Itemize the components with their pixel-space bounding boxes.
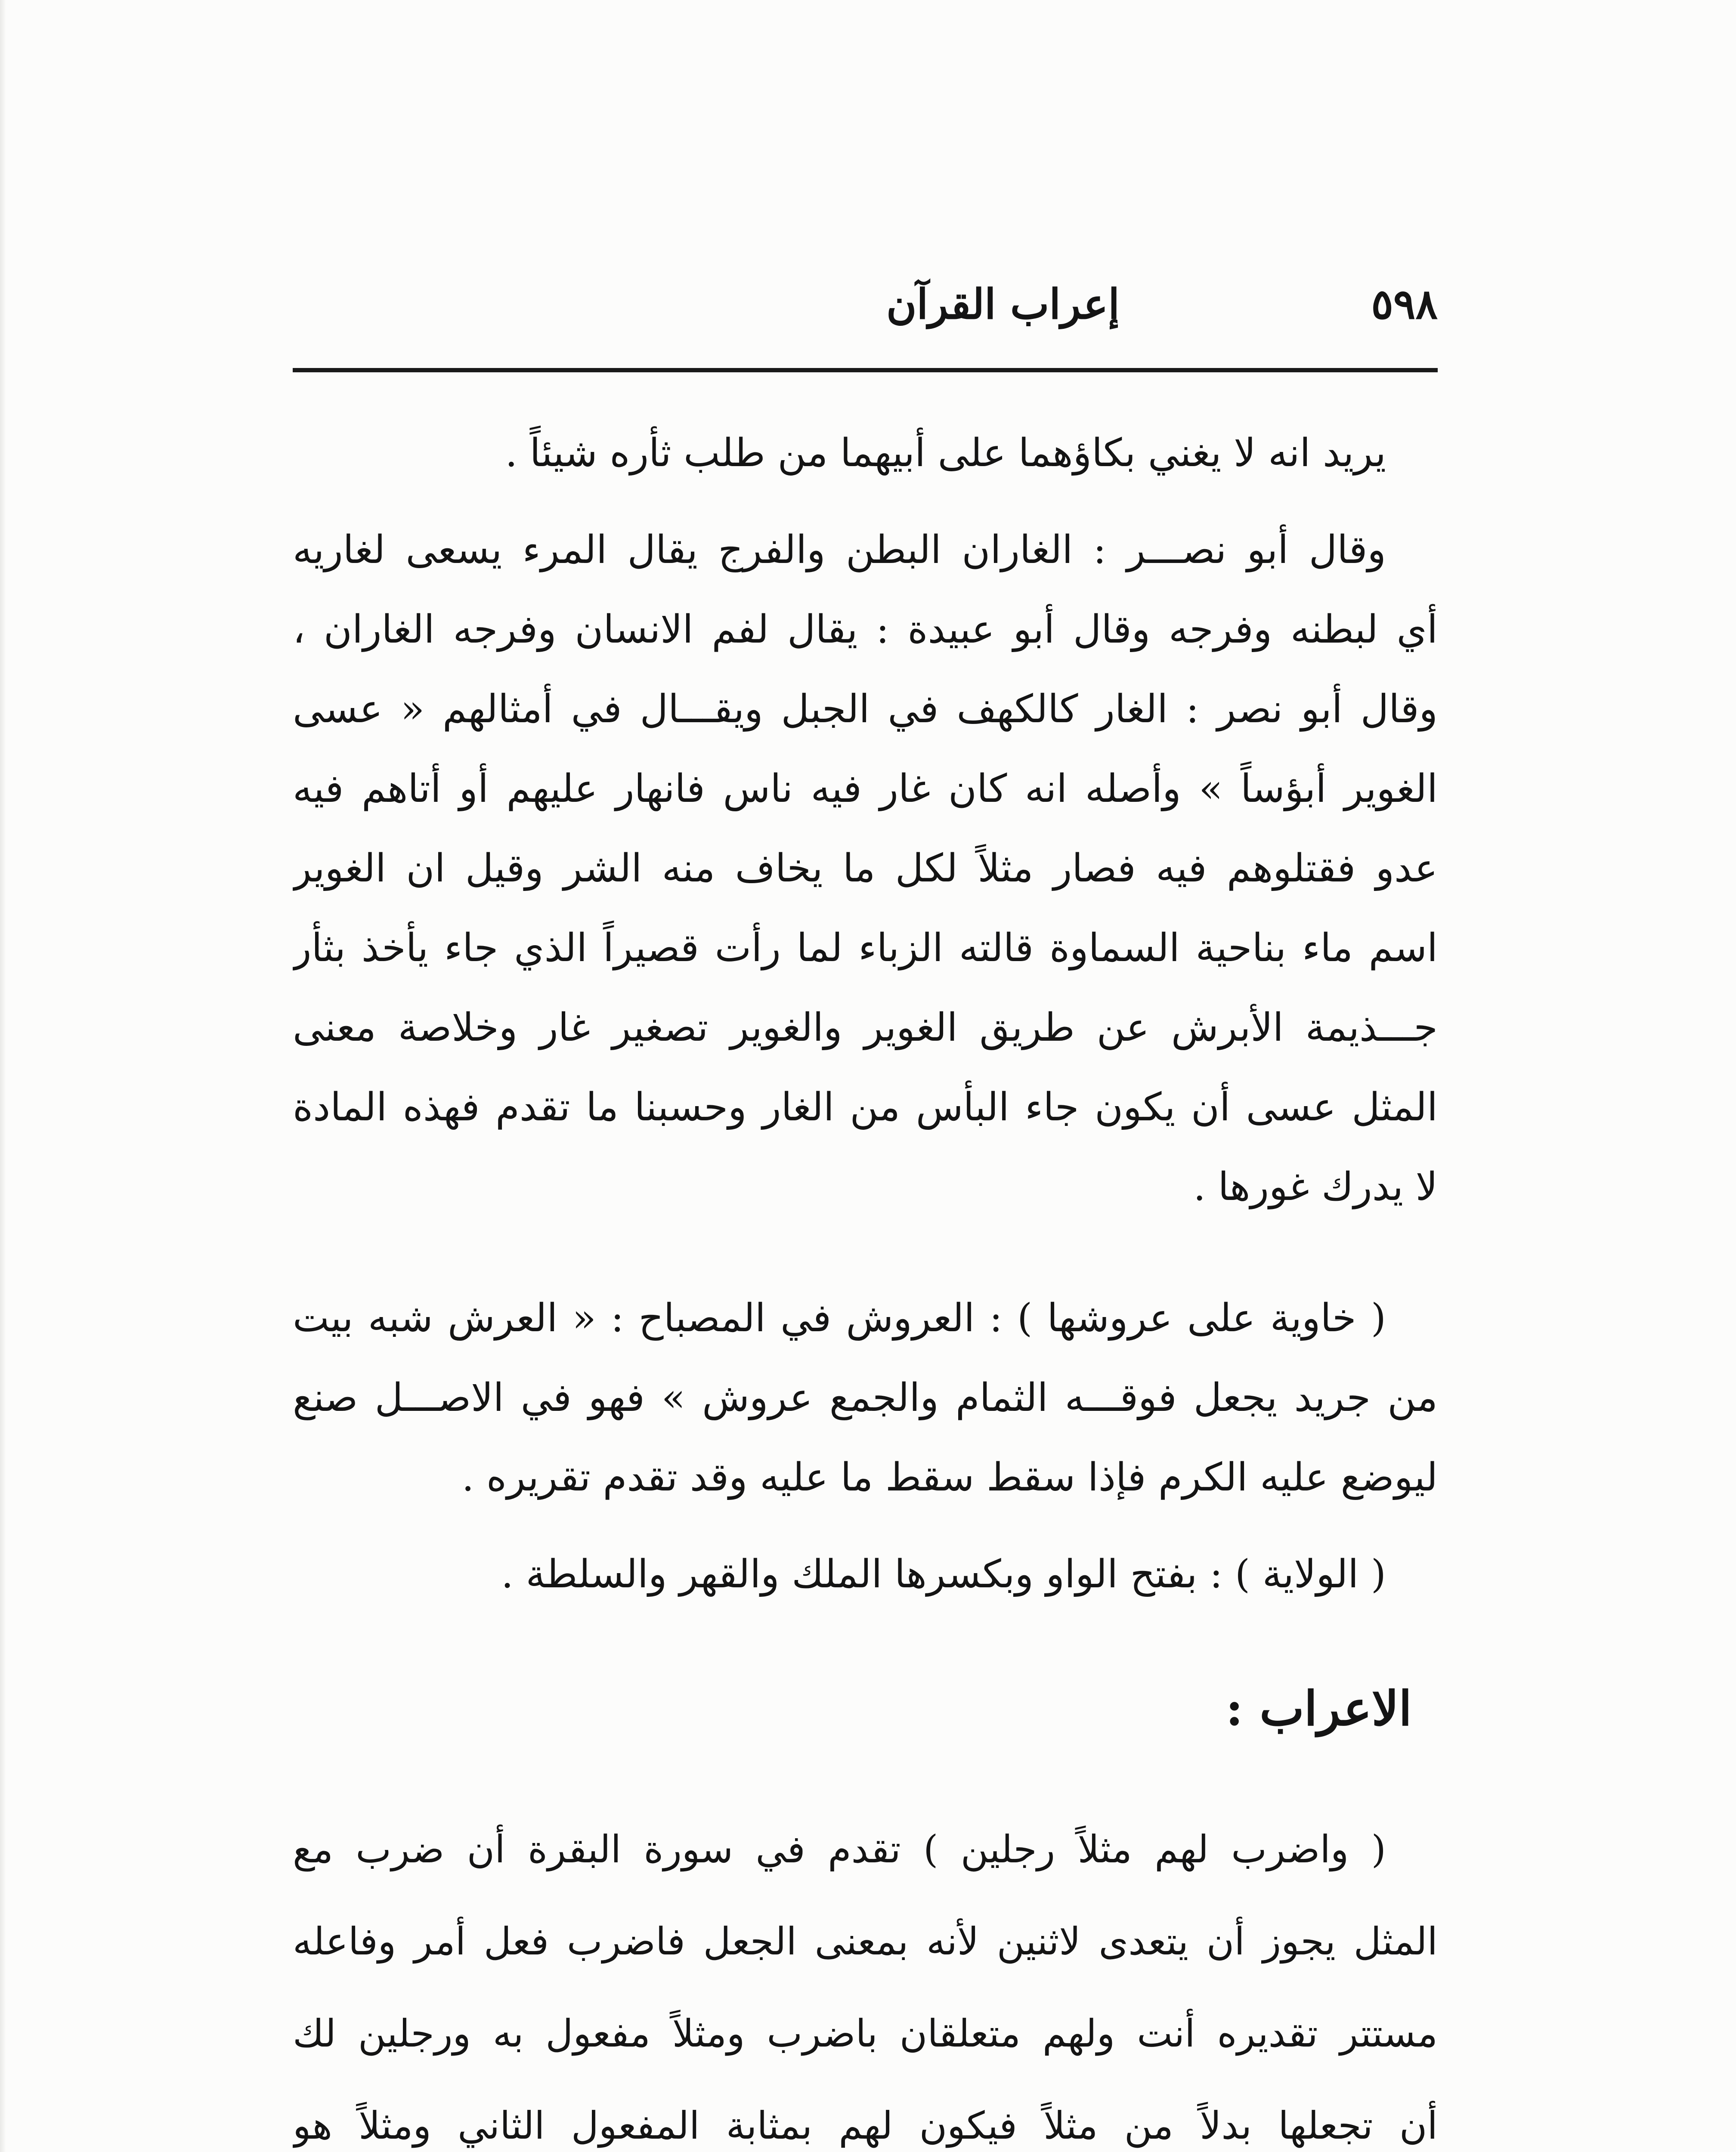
paragraph-khawiya xyxy=(293,1278,1438,1517)
paragraph-abu-nasr xyxy=(293,510,1438,1227)
text-line: اسم ماء بناحية السماوة قالته الزباء لما رأت قصيراً الذي جاء يأخذ بثأر xyxy=(293,925,1438,971)
page-body xyxy=(293,413,1438,2152)
text-line: الغوير أبؤساً » وأصله انه كان غار فيه ناس فانهار عليهم أو أتاهم فيه xyxy=(293,766,1438,811)
text-line: ( الولاية ) : بفتح الواو وبكسرها الملك والقهر والسلطة . xyxy=(501,1552,1386,1597)
page-number: ٥٩٨ xyxy=(1371,280,1438,328)
header-rule xyxy=(293,368,1438,372)
paragraph-irab xyxy=(293,1803,1438,2152)
text-line: جـــذيمة الأبرش عن طريق الغوير والغوير تصغير غار وخلاصة معنى xyxy=(293,1005,1438,1050)
text-line: أي لبطنه وفرجه وقال أبو عبيدة : يقال لفم الانسان وفرجه الغاران ، xyxy=(293,607,1438,652)
text-line: المثل يجوز أن يتعدى لاثنين لأنه بمعنى الجعل فاضرب فعل أمر وفاعله xyxy=(293,1919,1438,1963)
paragraph-intro xyxy=(293,413,1438,493)
text-line: مستتر تقديره أنت ولهم متعلقان باضرب ومثلاً مفعول به ورجلين لك xyxy=(293,2011,1438,2056)
text-line: من جريد يجعل فوقـــه الثمام والجمع عروش » فهو في الاصـــل صنع xyxy=(293,1375,1438,1420)
page-header xyxy=(293,263,1438,366)
section-heading-irab: الاعراب : xyxy=(1225,1681,1412,1736)
running-title: إعراب القرآن xyxy=(886,280,1120,328)
text-line: عدو فقتلوهم فيه فصار مثلاً لكل ما يخاف منه الشر وقيل ان الغوير xyxy=(293,846,1438,891)
text-line: يريد انه لا يغني بكاؤهما على أبيهما من طلب ثأره شيئاً . xyxy=(505,430,1386,476)
paragraph-walaya xyxy=(293,1534,1438,1614)
text-line: وقال أبو نصر : الغار كالكهف في الجبل ويقـــال في أمثالهم « عسى xyxy=(293,686,1438,732)
text-line: أن تجعلها بدلاً من مثلاً فيكون لهم بمثابة المفعول الثاني ومثلاً هو xyxy=(293,2103,1438,2148)
text-line: ( واضرب لهم مثلاً رجلين ) تقدم في سورة البقرة أن ضرب مع xyxy=(293,1827,1386,1871)
text-line: وقال أبو نصـــر : الغاران البطن والفرج يقال المرء يسعى لغاريه xyxy=(293,527,1386,572)
text-line: المثل عسى أن يكون جاء البأس من الغار وحسبنا ما تقدم فهذه المادة xyxy=(293,1085,1438,1130)
text-line: ليوضع عليه الكرم فإذا سقط سقط ما عليه وقد تقدم تقريره . xyxy=(461,1455,1438,1500)
scan-edge-shadow xyxy=(0,0,6,2152)
text-line: لا يدرك غورها . xyxy=(1193,1164,1438,1209)
text-line: ( خاوية على عروشها ) : العروش في المصباح : « العرش شبه بيت xyxy=(293,1296,1386,1341)
